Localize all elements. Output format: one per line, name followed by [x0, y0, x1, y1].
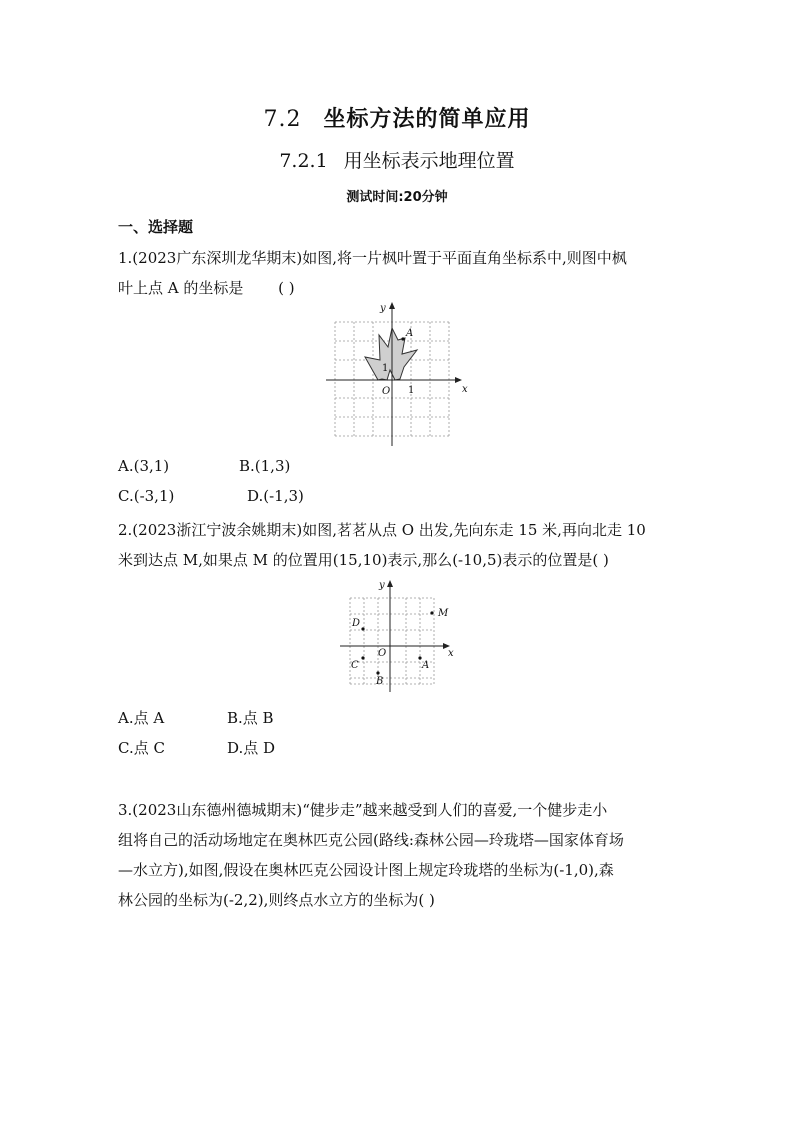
point-a-label: A — [422, 660, 430, 671]
multiple-choice-heading: 一、选择题 — [118, 218, 194, 236]
x-axis-arrow-icon — [455, 377, 462, 383]
question-2-line-1: 2.(2023浙江宁波余姚期末)如图,茗茗从点 O 出发,先向东走 15 米,再向北走 10 — [118, 521, 646, 539]
point-b-label: B — [376, 676, 384, 687]
q1-option-d[interactable]: D.(-1,3) — [247, 487, 304, 505]
answer-blank: ( ) — [278, 279, 295, 297]
point-c-label: C — [351, 660, 359, 671]
q2-option-a[interactable]: A.点 A — [118, 709, 165, 727]
question-3-line-2: 组将自己的活动场地定在奥林匹克公园(路线:森林公园—玲珑塔—国家体育场 — [118, 831, 624, 849]
grid — [350, 598, 434, 684]
question-2 — [118, 515, 678, 575]
subsection-title — [0, 146, 794, 173]
point-b-marker — [376, 671, 379, 674]
origin-label: O — [382, 386, 391, 397]
x-unit-label: 1 — [408, 385, 415, 396]
point-d-marker — [361, 627, 364, 630]
question-3-line-4: 林公园的坐标为(-2,2),则终点水立方的坐标为( ) — [118, 891, 435, 909]
point-m-marker — [430, 611, 433, 614]
position-grid-figure — [338, 576, 462, 696]
question-1 — [118, 243, 678, 303]
y-axis-label: y — [380, 303, 386, 314]
y-axis-arrow-icon — [387, 580, 393, 587]
section-number: 7.2 — [263, 107, 302, 132]
subsection-number: 7.2.1 — [279, 150, 328, 172]
question-3-line-1: 3.(2023山东德州德城期末)“健步走”越来越受到人们的喜爱,一个健步走小 — [118, 801, 608, 819]
q1-option-c[interactable]: C.(-3,1) — [118, 487, 175, 505]
point-a-label: A — [406, 328, 414, 339]
q1-option-a[interactable]: A.(3,1) — [118, 457, 170, 475]
test-time: 测试时间:20分钟 — [346, 190, 448, 205]
question-1-line-2 — [118, 273, 678, 303]
section-title-text: 坐标方法的简单应用 — [323, 106, 531, 132]
question-3-line-3: —水立方),如图,假设在奥林匹克公园设计图上规定玲珑塔的坐标为(-1,0),森 — [118, 861, 614, 879]
q2-option-b[interactable]: B.点 B — [227, 709, 274, 727]
y-unit-label: 1 — [382, 363, 389, 374]
subsection-title-text: 用坐标表示地理位置 — [343, 150, 515, 172]
q2-option-c[interactable]: C.点 C — [118, 739, 165, 757]
origin-label: O — [378, 648, 387, 659]
question-1-line-2-text: 叶上点 A 的坐标是 — [118, 279, 244, 297]
point-c-marker — [361, 656, 364, 659]
question-1-line-1: 1.(2023广东深圳龙华期末)如图,将一片枫叶置于平面直角坐标系中,则图中枫 — [118, 249, 627, 267]
x-axis-label: x — [462, 384, 468, 395]
y-axis-arrow-icon — [389, 302, 395, 309]
point-d-label: D — [352, 618, 361, 629]
question-3 — [118, 795, 678, 915]
q2-option-d[interactable]: D.点 D — [227, 739, 276, 757]
q1-option-b[interactable]: B.(1,3) — [239, 457, 291, 475]
point-m-label: M — [438, 608, 449, 619]
section-title — [0, 102, 794, 133]
point-a-marker — [401, 337, 404, 340]
y-axis-label: y — [379, 580, 385, 591]
question-2-line-2: 米到达点 M,如果点 M 的位置用(15,10)表示,那么(-10,5)表示的位置是( ) — [118, 551, 609, 569]
maple-leaf-figure — [324, 300, 474, 448]
x-axis-label: x — [448, 648, 454, 659]
